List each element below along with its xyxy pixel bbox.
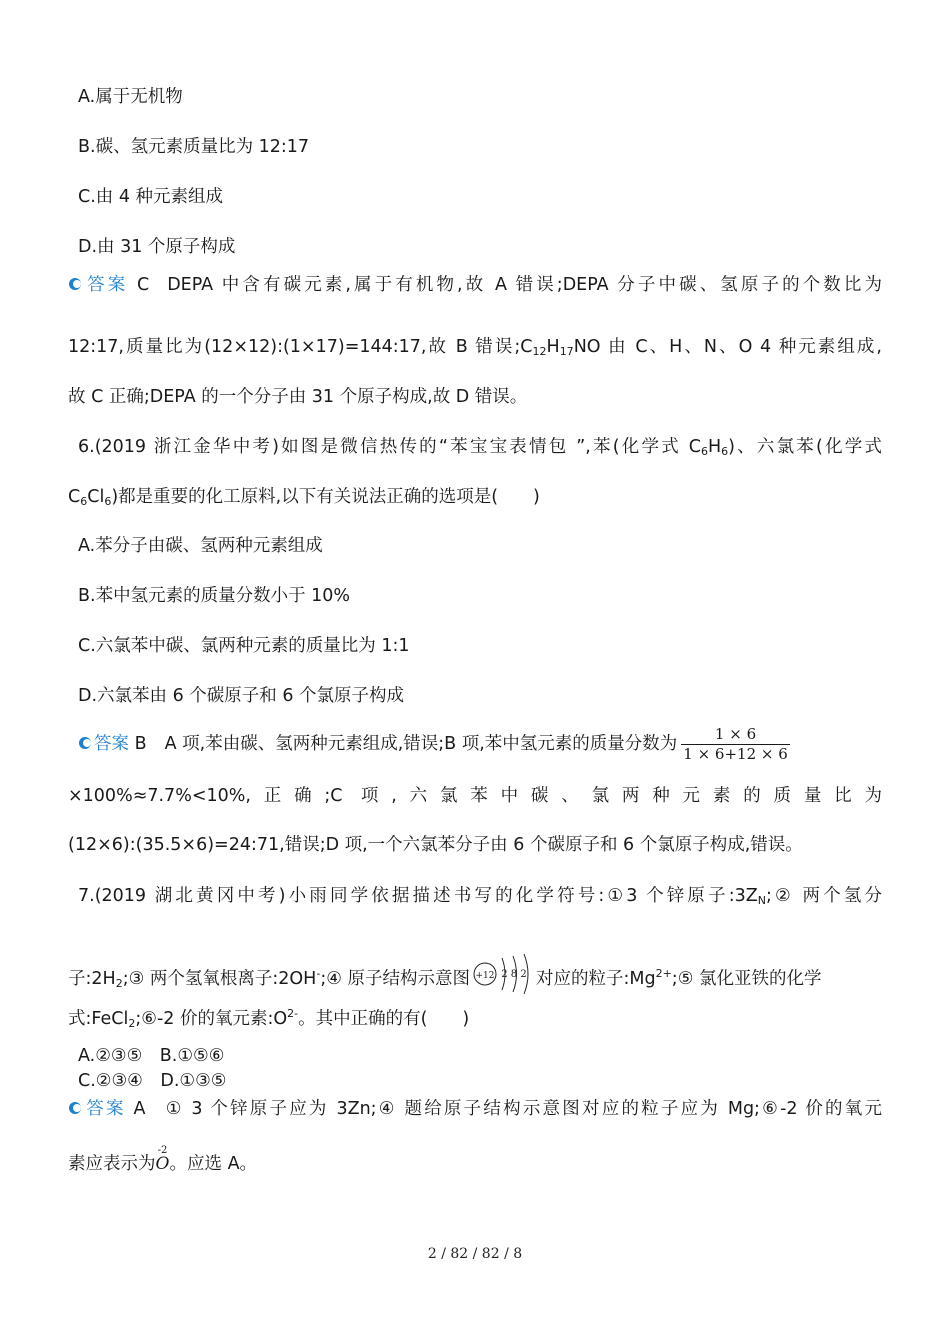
- answer-badge: 答案: [68, 1099, 126, 1119]
- q7-answer-line1: 答案 A ① 3 个锌原子应为 3Zn;④ 题给原子结构示意图对应的粒子应为 Mg;⑥-2 价的氧元: [68, 1097, 882, 1121]
- oxygen-valence: -2 O: [155, 1145, 170, 1174]
- atom-structure-diagram: [472, 952, 534, 996]
- answer-badge: 答案: [78, 734, 129, 754]
- answer-icon: [68, 277, 82, 291]
- q6-answer-line1: 答案 B A 项,苯由碳、氢两种元素组成,错误;B 项,苯中氢元素的质量分数为 $\frac{1 \times 6}{1 \times 6+12 \times 6}$: [78, 724, 790, 764]
- q5-option-a: A.属于无机物: [78, 87, 183, 107]
- page-number: 2 / 82 / 82 / 8: [427, 1246, 523, 1262]
- q6-option-c: C.六氯苯中碳、氯两种元素的质量比为 1:1: [78, 636, 410, 656]
- q5-answer-line1: 答案 C DEPA 中含有碳元素,属于有机物,故 A 错误;DEPA 分子中碳、氢原子的个数比为: [68, 273, 882, 297]
- q6-option-d: D.六氯苯由 6 个碳原子和 6 个氯原子构成: [78, 686, 405, 706]
- answer-icon: [68, 1101, 82, 1115]
- answer-badge: 答案: [68, 275, 128, 295]
- q7-stem-line3: 式:FeCl$_2$;⑥-2 价的氧元素$:O^{2-}$。其中正确的有( ): [68, 1007, 470, 1030]
- q6-stem-line1: 6.(2019 浙江金华中考)如图是微信热传的“苯宝宝表情包 ”,苯(化学式 $C_6H_6$)、六氯苯(化学式: [78, 437, 882, 458]
- atom-nucleus-label: +12: [475, 971, 495, 981]
- q7-answer-line2: 素应表示为 -2 O。应选 A。: [68, 1145, 258, 1174]
- q5-answer-line2: 12:17,质量比为(12×12):(1×17)=144:17,故 B 错误$;C_{12}H_{17}NO$ 由 C、H、N、O 4 种元素组成,: [68, 337, 882, 358]
- q7-stem-line1: 7.(2019 湖北黄冈中考)小雨同学依据描述书写的化学符号:①3 个锌原子$:3Z_N;②$ 两个氢分: [78, 886, 882, 907]
- q5-option-b: B.碳、氢元素质量比为 12:17: [78, 137, 310, 157]
- q7-options-row2: C.②③④ D.①③⑤: [78, 1071, 227, 1091]
- q5-option-d: D.由 31 个原子构成: [78, 237, 236, 257]
- q7-options-row1: A.②③⑤ B.①⑤⑥: [78, 1046, 225, 1066]
- answer-icon: [78, 736, 92, 750]
- atom-shells-label: 2 8 2: [501, 969, 527, 980]
- q5-option-c: C.由 4 种元素组成: [78, 187, 224, 207]
- q6-answer-line2: ×100%≈7.7%<10%,正确;C 项,六氯苯中碳、氯两种元素的质量比为: [68, 786, 882, 806]
- q6-option-b: B.苯中氢元素的质量分数小于 10%: [78, 586, 351, 606]
- q5-answer-line3: 故 C 正确;DEPA 的一个分子由 31 个原子构成,故 D 错误。: [68, 387, 528, 407]
- q7-stem-line2: 子$:2H_2;③$ 两个氢氧根离子:2OH-;④ 原子结构示意图 +12 2 8 2 对应的粒子$:Mg^{2+};⑤$ 氯化亚铁的化学: [68, 952, 821, 996]
- q6-stem-line2: $C_6Cl_6$)都是重要的化工原料,以下有关说法正确的选项是( ): [68, 487, 540, 508]
- mass-fraction: $\frac{1 \times 6}{1 \times 6+12 \times 6}$: [683, 724, 788, 763]
- q6-answer-line3: (12×6):(35.5×6)=24:71,错误;D 项,一个六氯苯分子由 6 个碳原子和 6 个氯原子构成,错误。: [68, 835, 803, 855]
- q6-option-a: A.苯分子由碳、氢两种元素组成: [78, 536, 323, 556]
